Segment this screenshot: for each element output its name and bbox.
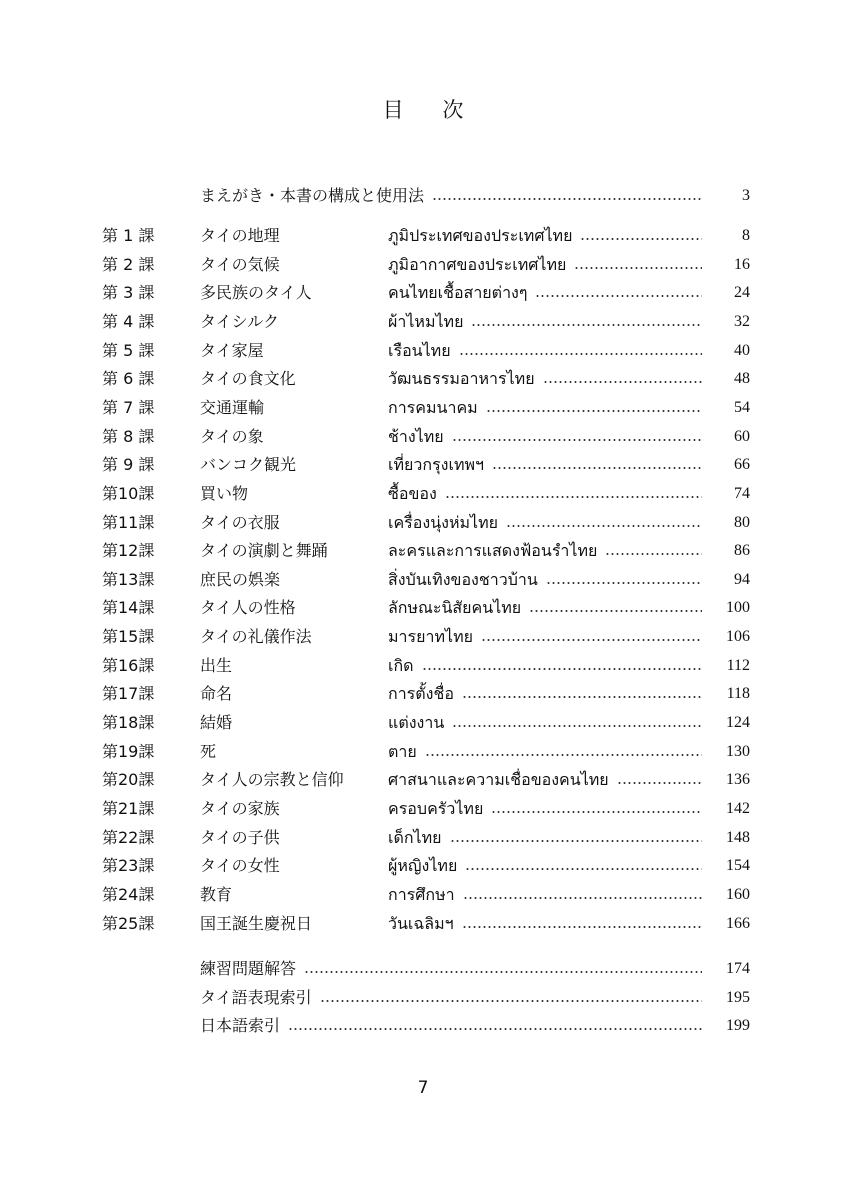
page-number: 136 [726,771,750,789]
page-number: 48 [734,370,750,388]
lesson-title-jp: 死 [200,741,217,761]
toc-row [0,537,846,565]
dot-leader [450,840,702,842]
dot-leader [580,238,702,240]
toc-row-appendix [0,955,846,983]
dot-leader [506,525,702,527]
lesson-title-th: ผู้หญิงไทย [388,856,458,876]
lesson-number: 第15課 [102,627,155,647]
lesson-title-jp: タイシルク [200,311,279,331]
toc-row [0,680,846,708]
lesson-title-jp: タイの子供 [200,827,280,847]
lesson-number: 第10課 [102,483,155,503]
lesson-title-th: การคมนาคม [388,397,478,417]
lesson-title-th: มารยาทไทย [388,627,473,647]
lesson-title-th: เครื่องนุ่งห่มไทย [388,512,498,532]
dot-leader [486,410,702,412]
dot-leader [535,295,702,297]
page-number: 54 [734,398,750,416]
dot-leader [288,1028,702,1030]
dot-leader [422,668,702,670]
lesson-title-jp: タイ家屋 [200,340,264,360]
page-number: 66 [734,456,750,474]
lesson-title-th: ภูมิประเทศของประเทศไทย [388,226,573,245]
lesson-number: 第13課 [102,569,155,589]
lesson-number: 第23課 [102,856,155,876]
toc-row [0,910,846,938]
lesson-number: 第12課 [102,541,155,561]
page-number: 124 [726,714,750,732]
toc-row [0,423,846,451]
page-number: 112 [726,656,750,674]
dot-leader [452,725,702,727]
lesson-title-th: ละครและการแสดงฟ้อนรำไทย [388,541,598,561]
lesson-number: 第18課 [102,713,155,733]
toc-row-appendix [0,1012,846,1040]
dot-leader [617,782,702,784]
lesson-number: 第 3 課 [102,283,155,303]
lesson-title-th: การตั้งชื่อ [388,684,454,704]
dot-leader [605,553,702,555]
lesson-title-jp: 買い物 [200,483,249,503]
lesson-title-th: ภูมิอากาศของประเทศไทย [388,254,567,274]
toc-row [0,824,846,852]
lesson-title-th: ช้างไทย [388,426,444,446]
lesson-title-th: ศาสนาและความเชื่อของคนไทย [388,770,609,790]
dot-leader [465,868,702,870]
lesson-title-th: เกิด [388,655,414,675]
lesson-title-jp: タイの気候 [200,254,280,274]
lesson-number: 第20課 [102,770,155,790]
toc-row [0,594,846,622]
page-number: 32 [734,312,750,330]
lesson-title-th: สิ่งบันเทิงของชาวบ้าน [388,569,538,589]
lesson-title-th: เรือนไทย [388,340,451,360]
lesson-number: 第 8 課 [102,426,155,446]
dot-leader [445,496,702,498]
lesson-title-jp: 教育 [200,884,233,904]
lesson-title-jp: 庶民の娯楽 [200,569,281,589]
lesson-number: 第 2 課 [102,254,155,274]
page-number: 3 [742,187,750,204]
lesson-title-th: ลักษณะนิสัยคนไทย [388,598,522,618]
page-number: 60 [734,427,750,445]
page-number: 130 [726,742,750,760]
lesson-title-jp: タイの衣服 [200,512,280,532]
toc-row [0,881,846,909]
toc-row-preface [0,182,846,210]
dot-leader [462,926,702,928]
toc-row [0,566,846,594]
lesson-title-th: แต่งงาน [388,713,445,733]
toc-row [0,480,846,508]
toc-row [0,222,846,250]
toc-row [0,451,846,479]
dot-leader [543,381,702,383]
toc-row-appendix [0,984,846,1012]
lesson-title-jp: タイの女性 [200,856,280,876]
page-title: 目 次 [382,98,480,122]
dot-leader [459,353,702,355]
lesson-number: 第11課 [102,512,155,532]
lesson-number: 第 5 課 [102,340,155,360]
lesson-title-jp: タイの演劇と舞踊 [200,541,328,561]
toc-row [0,623,846,651]
lesson-title-jp: タイ人の宗教と信仰 [200,770,344,790]
dot-leader [320,1000,702,1002]
toc-row [0,709,846,737]
toc-row [0,394,846,422]
lesson-title-th: เที่ยวกรุงเทพฯ [388,455,485,475]
lesson-title-jp: 多民族のタイ人 [200,283,312,303]
lesson-title-th: วัฒนธรรมอาหารไทย [388,369,535,389]
lesson-number: 第 6 課 [102,369,155,389]
dot-leader [425,754,702,756]
lesson-number: 第17課 [102,684,155,704]
lesson-title-jp: タイ人の性格 [200,598,296,618]
toc-row [0,509,846,537]
page-number: 148 [726,828,750,846]
lesson-title-th: คนไทยเชื้อสายต่างๆ [388,283,528,303]
page-number: 86 [734,542,750,560]
lesson-title-th: วันเฉลิมฯ [388,913,454,933]
toc-row [0,308,846,336]
lesson-title-th: เด็กไทย [388,827,442,847]
dot-leader [462,696,702,698]
toc-row [0,795,846,823]
lesson-title-jp: 出生 [200,655,233,675]
toc-row [0,337,846,365]
lesson-title-jp: タイの食文化 [200,369,296,389]
dot-leader [432,198,702,200]
lesson-number: 第16課 [102,655,155,675]
lesson-number: 第21課 [102,799,155,818]
page-number: 142 [726,800,750,817]
toc-row [0,365,846,393]
toc-row [0,852,846,880]
lesson-title-jp: 交通運輸 [200,397,265,417]
toc-row [0,652,846,680]
lesson-number: 第 1 課 [102,226,155,245]
page-number: 40 [734,341,750,359]
preface-label: まえがき・本書の構成と使用法 [200,186,425,205]
lesson-number: 第 9 課 [102,455,155,475]
lesson-number: 第24課 [102,884,155,904]
page-number: 118 [726,685,750,703]
page-number: 166 [726,914,750,932]
dot-leader [304,971,702,973]
dot-leader [471,324,702,326]
page-number: 74 [734,484,750,502]
page-number: 80 [734,513,750,531]
lesson-number: 第22課 [102,827,155,847]
lesson-title-jp: 国王誕生慶祝日 [200,913,313,933]
page-number: 100 [726,599,750,617]
page-number: 24 [734,284,750,302]
dot-leader [491,811,702,813]
dot-leader [574,267,702,269]
lesson-title-jp: タイの地理 [200,226,280,245]
lesson-title-jp: 結婚 [200,713,233,733]
lesson-number: 第 4 課 [102,311,155,331]
lesson-title-th: ซื้อของ [388,483,437,503]
dot-leader [529,610,702,612]
lesson-title-th: ตาย [388,741,417,761]
page-number: 160 [726,885,750,903]
lesson-number: 第 7 課 [102,397,155,417]
lesson-number: 第25課 [102,913,155,933]
lesson-title-jp: 命名 [200,684,233,704]
page-number: 199 [726,1017,750,1034]
appendix-label: タイ語表現索引 [200,987,312,1007]
folio-page-number: 7 [417,1078,429,1098]
lesson-title-jp: バンコク観光 [200,455,297,475]
lesson-title-th: การศึกษา [388,884,455,904]
toc-row [0,251,846,279]
page-number: 195 [726,988,750,1006]
lesson-title-jp: タイの礼儀作法 [200,627,312,647]
lesson-number: 第14課 [102,598,155,618]
dot-leader [546,582,702,584]
toc-row [0,738,846,766]
dot-leader [463,897,702,899]
page-number: 16 [734,255,750,273]
page-number: 94 [734,570,750,588]
dot-leader [492,467,702,469]
appendix-label: 日本語索引 [200,1016,281,1035]
page-number: 154 [726,857,750,875]
lesson-title-jp: タイの象 [200,426,264,446]
dot-leader [481,639,702,641]
lesson-number: 第19課 [102,741,155,761]
lesson-title-th: ผ้าไหมไทย [388,311,464,331]
lesson-title-th: ครอบครัวไทย [388,799,484,818]
toc-row [0,766,846,794]
toc-row [0,279,846,307]
page-number: 106 [726,628,750,646]
lesson-title-jp: タイの家族 [200,799,280,818]
page-number: 174 [726,960,750,977]
dot-leader [452,439,702,441]
page-number: 8 [742,227,750,244]
appendix-label: 練習問題解答 [200,959,297,978]
